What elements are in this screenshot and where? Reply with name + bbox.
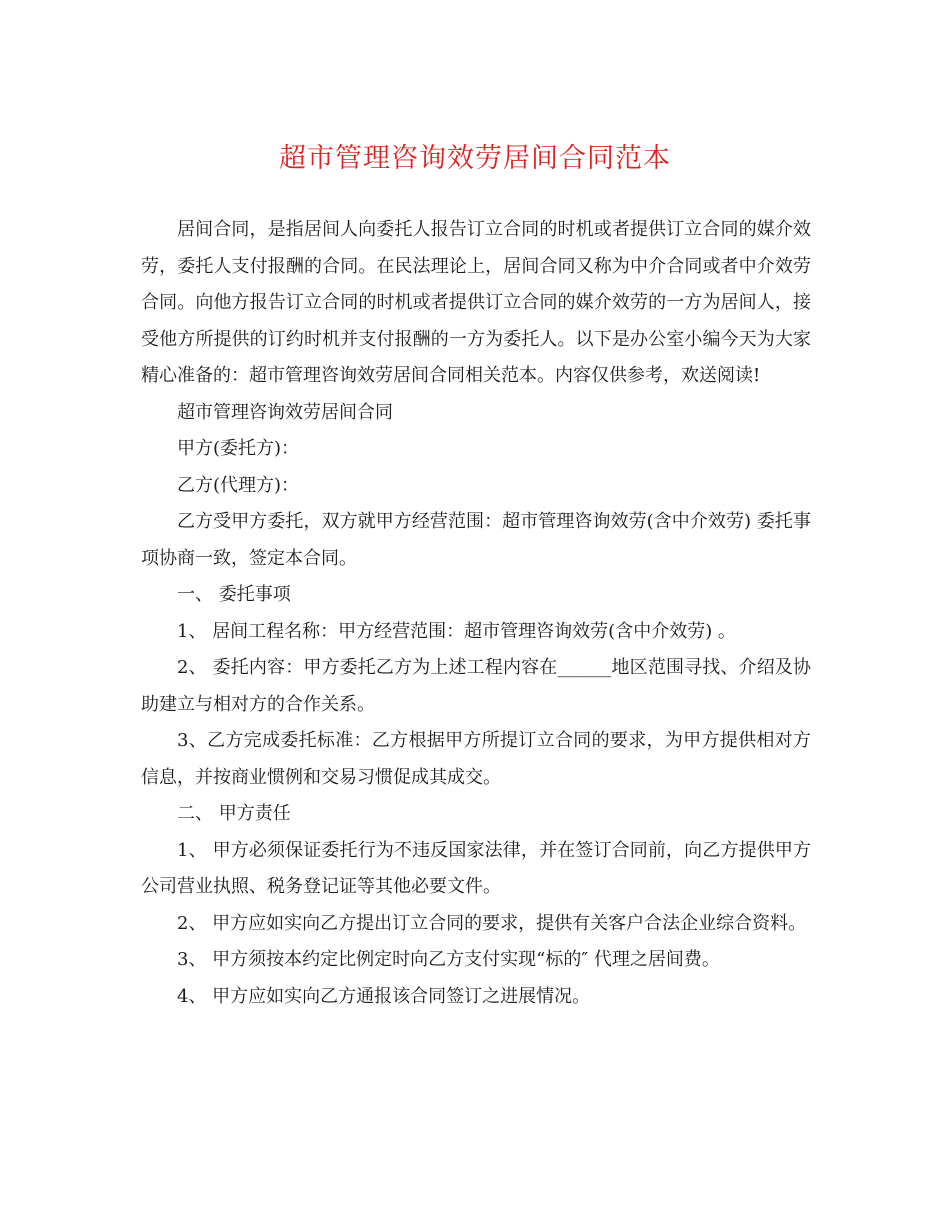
intro-paragraph: 居间合同，是指居间人向委托人报告订立合同的时机或者提供订立合同的媒介效劳，委托人支付报酬的合同。在民法理论上，居间合同又称为中介合同或者中介效劳合同。向他方报告订立合同的时机或者提供订立合同的媒介效劳的一方为居间人，接受他方所提供的订约时机并支付报酬的一方为委托人。以下是办公室小编今天为大家精心准备的：超市管理咨询效劳居间合同相关范本。内容仅供参考，欢送阅读!: [141, 219, 811, 386]
clause-1-2: 2、 委托内容：甲方委托乙方为上述工程内容在______地区范围寻找、介绍及协助建立与相对方的合作关系。: [141, 657, 811, 715]
party-b-line: 乙方(代理方)：: [177, 474, 300, 496]
contract-name: 超市管理咨询效劳居间合同: [177, 401, 393, 423]
document-title: 超市管理咨询效劳居间合同范本: [279, 143, 671, 174]
section-heading-party-a-duties: 二、 甲方责任: [177, 803, 291, 824]
clause-2-3: 3、 甲方须按本约定比例定时向乙方支付实现“标的″ 代理之居间费。: [177, 949, 720, 970]
agreement-paragraph: 乙方受甲方委托，双方就甲方经营范围：超市管理咨询效劳(含中介效劳) 委托事项协商一致，签定本合同。: [141, 511, 811, 569]
party-a-line: 甲方(委托方)：: [177, 438, 300, 459]
clause-2-2: 2、 甲方应如实向乙方提出订立合同的要求，提供有关客户合法企业综合资料。: [177, 912, 807, 934]
clause-2-1: 1、 甲方必须保证委托行为不违反国家法律，并在签订合同前，向乙方提供甲方公司营业执照、税务登记证等其他必要文件。: [141, 839, 811, 897]
clause-1-3: 3、乙方完成委托标准：乙方根据甲方所提订立合同的要求，为甲方提供相对方信息，并按商业惯例和交易习惯促成其成交。: [141, 730, 811, 788]
clause-2-4: 4、 甲方应如实向乙方通报该合同签订之进展情况。: [177, 985, 591, 1007]
section-heading-entrusted-matters: 一、 委托事项: [177, 584, 291, 605]
document-body: [141, 212, 811, 1015]
clause-1-1: 1、 居间工程名称：甲方经营范围：超市管理咨询效劳(含中介效劳) 。: [177, 620, 736, 642]
